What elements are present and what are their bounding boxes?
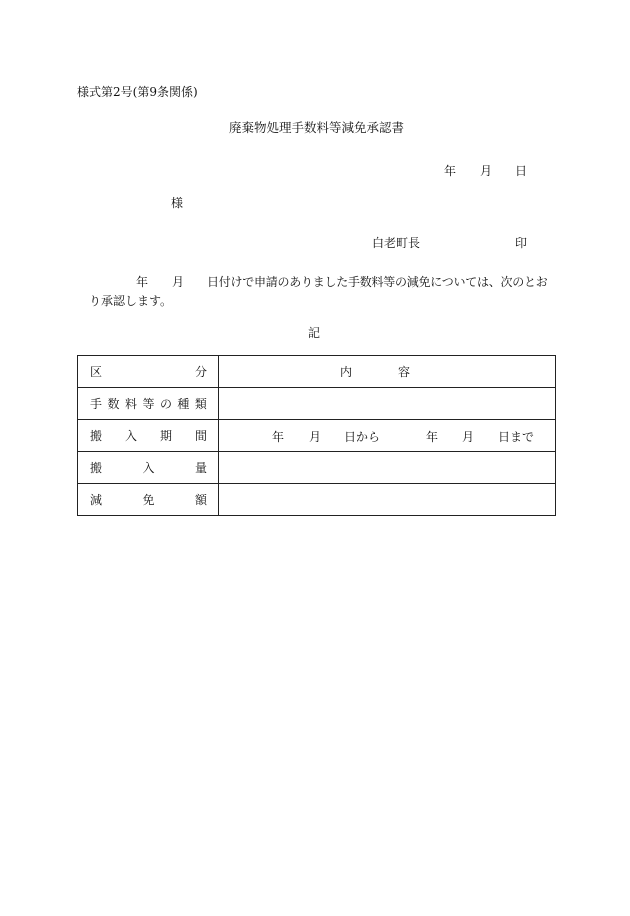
- header-content-cell: 内 容: [219, 356, 556, 388]
- row-delivery-amount: [78, 452, 556, 484]
- period-to-year: 年: [426, 429, 439, 444]
- table-header-row: [78, 356, 556, 388]
- date-day-label: 日: [515, 164, 528, 178]
- label-delivery-amount: 搬 入 量: [78, 452, 219, 484]
- row-fee-type: [78, 388, 556, 420]
- row-reduction-amount: [78, 484, 556, 516]
- record-heading: 記: [308, 326, 321, 340]
- period-to-month: 月: [462, 429, 475, 444]
- document-title: 廃棄物処理手数料等減免承認書: [229, 120, 405, 135]
- value-reduction-amount[interactable]: [219, 484, 556, 516]
- label-fee-type: 手 数 料 等 の 種 類: [78, 388, 219, 420]
- issuer-name: 白老町長: [372, 236, 421, 250]
- body-line-2: り承認します。: [89, 294, 173, 308]
- value-fee-type[interactable]: [219, 388, 556, 420]
- period-from-month: 月: [309, 429, 322, 444]
- date-year-label: 年: [444, 164, 457, 178]
- value-delivery-period[interactable]: [219, 420, 556, 452]
- period-to-day: 日まで: [498, 429, 535, 444]
- body-line-1: 日付けで申請のありました手数料等の減免については、次のとお: [207, 275, 548, 289]
- body-month-label: 月: [172, 275, 185, 289]
- seal-mark: 印: [515, 236, 528, 250]
- period-from-day: 日から: [344, 429, 381, 444]
- label-reduction-amount: 減 免 額: [78, 484, 219, 516]
- row-delivery-period: [78, 420, 556, 452]
- label-delivery-period: 搬 入 期 間: [78, 420, 219, 452]
- form-number: 様式第2号(第9条関係): [77, 85, 198, 99]
- recipient-suffix: 様: [171, 196, 184, 210]
- header-category-cell: 区 分: [78, 356, 219, 388]
- date-month-label: 月: [480, 164, 493, 178]
- body-year-label: 年: [136, 275, 149, 289]
- period-from-year: 年: [272, 429, 285, 444]
- value-delivery-amount[interactable]: [219, 452, 556, 484]
- approval-table: [77, 355, 556, 516]
